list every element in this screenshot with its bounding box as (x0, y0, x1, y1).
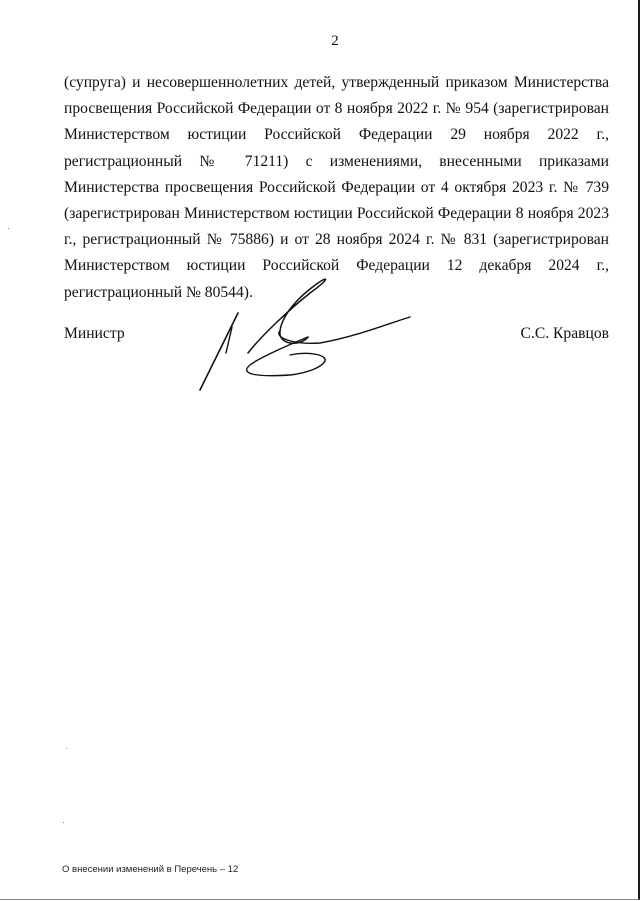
footer-note: О внесении изменений в Перечень – 12 (62, 864, 239, 875)
scan-speck (63, 822, 64, 823)
signatory-title: Министр (64, 325, 125, 342)
scan-speck (8, 228, 9, 229)
body-paragraph: (супруга) и несовершеннолетних детей, утвержденный приказом Министерства просвещения Российской Федерации от 8 ноября 2022 г. № 954 (зарегистрирован Министерством юстиции Российской Федерации 29 ноября 2022 г., регистрационный № 71211) с изменениями, внесенными приказами Министерства просвещения Российской Федерации от 4 октября 2023 г. № 739 (зарегистрирован Министерством юстиции Российской Федерации 8 ноября 2023 г., регистрационный № 75886) и от 28 ноября 2024 г. № 831 (зарегистрирован Министерством юстиции Российской Федерации 12 декабря 2024 г., регистрационный № 80544). (64, 74, 609, 301)
page-number: 2 (331, 33, 339, 49)
scan-speck (66, 748, 67, 749)
signatory-name: С.С. Кравцов (520, 325, 609, 342)
handwritten-signature (190, 275, 420, 400)
